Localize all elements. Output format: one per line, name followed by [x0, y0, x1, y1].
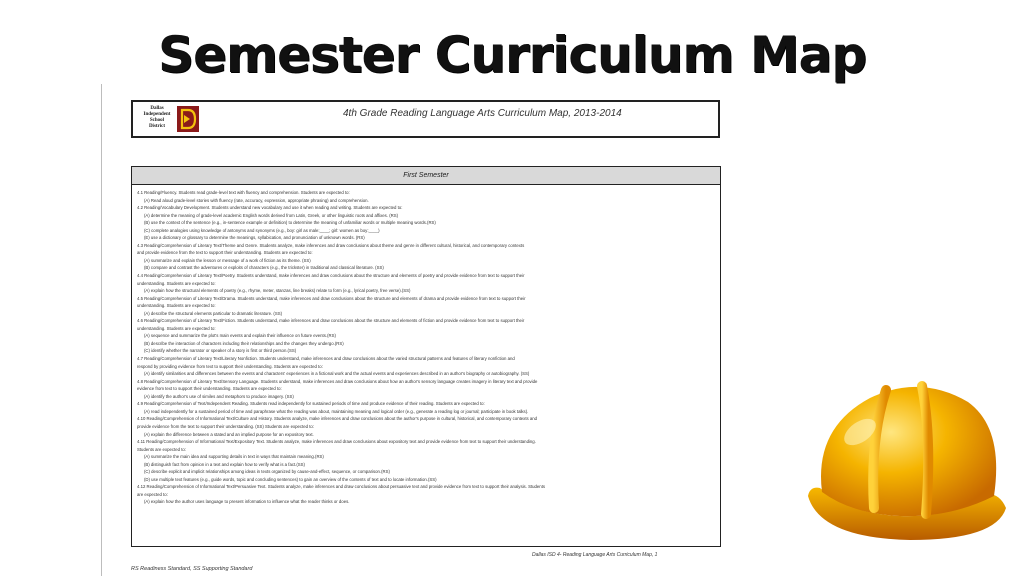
standard-heading: Students are expected to:: [137, 446, 186, 452]
standard-expectation: (A) identify the author's use of similes and metaphors to produce imagery. (SS): [144, 393, 294, 399]
standard-heading: 4.12 Reading/Comprehension of Informational Text/Persuasive Text. Students analyze, make inferences and draw conclusions about persuasive text and provide evidence from text to support their analysis. Students: [137, 484, 546, 490]
standard-heading: 4.4 Reading/Comprehension of Literary Text/Poetry. Students understand, make inferences and draw conclusions about the structure and elements of poetry and provide evidence from text to support their: [137, 273, 525, 279]
standard-expectation: (A) describe the structural elements particular to dramatic literature. (SS): [144, 310, 283, 316]
standard-heading: understanding. Students are expected to:: [137, 280, 216, 286]
standard-heading: 4.11 Reading/Comprehension of Informational Text/Expository Text. Students analyze, make inferences and draw conclusions about expository text and provide evidence from text to support their understanding.: [137, 439, 536, 445]
standard-expectation: (A) determine the meaning of grade-level academic English words derived from Latin, Greek, or other linguistic roots and affixes. (RS): [144, 212, 399, 218]
standard-expectation: (B) use the context of the sentence (e.g., in-sentence example or definition) to determine the meaning of unfamiliar words or multiple meaning words.(RS): [144, 220, 436, 226]
standards-legend: RS Readiness Standard, SS Supporting Standard: [131, 566, 253, 572]
divider: [101, 84, 102, 576]
semester-heading: First Semester: [132, 167, 720, 185]
standard-heading: understanding. Students are expected to:: [137, 325, 216, 331]
standard-expectation: (A) identify similarities and differences between the events and characters' experiences in a fictional work and the actual events and experiences described in an author's biography or autobiography. (SS): [144, 371, 530, 377]
standard-expectation: (B) describe the interaction of characters including their relationships and the changes they undergo.(RS): [144, 340, 344, 346]
standard-expectation: (A) explain how the structural elements of poetry (e.g., rhyme, meter, stanzas, line breaks) relate to form (e.g., lyrical poetry, free verse).(SS): [144, 288, 411, 294]
standard-heading: 4.9 Reading/Comprehension of Text/Independent Reading. Students read independently for sustained periods of time and produce evidence of their reading. Students are expected to:: [137, 401, 485, 407]
standard-expectation: (A) summarize the main idea and supporting details in text in ways that maintain meaning.(RS): [144, 454, 324, 460]
standard-heading: 4.6 Reading/Comprehension of Literary Text/Fiction. Students understand, make inferences and draw conclusions about the structure and elements of fiction and provide evidence from text to support their: [137, 318, 525, 324]
standard-expectation: (C) identify whether the narrator or speaker of a story is first or third person.(SS): [144, 348, 297, 354]
district-logo-icon: [177, 106, 199, 132]
standard-expectation: (A) summarize and explain the lesson or message of a work of fiction as its theme. (SS): [144, 257, 311, 263]
slide-title: Semester Curriculum Map: [157, 26, 867, 84]
document-header: [131, 100, 720, 138]
standard-expectation: (A) explain how the author uses language to present information to influence what the reader thinks or does.: [144, 499, 350, 505]
standard-expectation: (B) compare and contrast the adventures or exploits of characters (e.g., the trickster) in traditional and classical literature. (SS): [144, 265, 384, 271]
standard-expectation: (A) read independently for a sustained period of time and paraphrase what the reading was about, maintaining meaning and logical order (e.g., generate a reading log or journal; participate in book talks).: [144, 408, 529, 414]
district-name-line: School: [149, 118, 165, 123]
standard-expectation: (A) Read aloud grade-level stories with fluency (rate, accuracy, expression, appropriate phrasing) and comprehension.: [144, 197, 369, 203]
district-name-line: District: [148, 124, 166, 129]
standard-expectation: (A) sequence and summarize the plot's main events and explain their influence on future events.(RS): [144, 333, 336, 339]
standard-expectation: (B) distinguish fact from opinion in a text and explain how to verify what is a fact.(SS): [144, 461, 305, 467]
district-name-line: Dallas: [150, 106, 164, 111]
standard-heading: respond by providing evidence from text to support their understanding. Students are expected to:: [137, 363, 323, 369]
semester-table: [131, 166, 721, 547]
standard-heading: are expected to:: [137, 491, 168, 497]
standard-heading: 4.3 Reading/Comprehension of Literary Text/Theme and Genre. Students analyze, make inferences and draw conclusions about theme and genre in different cultural, historical, and contemporary contexts: [137, 242, 525, 248]
standard-heading: provide evidence from the text to support their understanding. (SS) Students are expected to:: [137, 423, 314, 429]
document-title: 4th Grade Reading Language Arts Curriculum Map, 2013-2014: [343, 108, 622, 119]
district-name-line: Independent: [143, 112, 171, 117]
standards-list: [132, 185, 720, 506]
standard-heading: 4.1 Reading/Fluency. Students read grade-level text with fluency and comprehension. Students are expected to:: [137, 190, 350, 195]
standard-heading: understanding. Students are expected to:: [137, 303, 216, 309]
standard-heading: 4.8 Reading/Comprehension of Literary Text/Sensory Language. Students understand, make inferences and draw conclusions about how an author's sensory language creates imagery in literary text and provide: [137, 378, 538, 384]
standard-heading: 4.2 Reading/Vocabulary Development. Students understand new vocabulary and use it when reading and writing. Students are expected to:: [137, 205, 403, 211]
standard-heading: 4.5 Reading/Comprehension of Literary Text/Drama. Students understand, make inferences and draw conclusions about the structure and elements of drama and provide evidence from text to support their: [137, 295, 526, 301]
standard-expectation: (C) complete analogies using knowledge of antonyms and synonyms (e.g., boy: girl as male:____; girl: women as boy:____): [144, 227, 380, 233]
standard-expectation: (A) explain the difference between a stated and an implied purpose for an expository text.: [144, 431, 314, 437]
standard-heading: 4.7 Reading/Comprehension of Literary Text/Literary Nonfiction. Students understand, make inferences and draw conclusions about the varied structural patterns and features of literary nonfiction and: [137, 356, 515, 362]
standard-expectation: (C) describe explicit and implicit relationships among ideas in texts organized by cause-and-effect, sequence, or comparison.(RS): [144, 469, 390, 475]
standard-expectation: (E) use a dictionary or glossary to determine the meanings, syllabication, and pronunciation of unknown words. (RS): [144, 235, 365, 241]
standard-heading: 4.10 Reading/Comprehension of Informational Text/Culture and History. Students analyze, make inferences and draw conclusions about the author's purpose in cultural, historical, and contemporary contexts and: [137, 416, 538, 422]
standard-heading: evidence from text to support their understanding. Students are expected to:: [137, 386, 282, 392]
standard-expectation: (D) use multiple text features (e.g., guide words, topic and concluding sentences) to gain an overview of the contents of text and to locate information.(SS): [144, 476, 437, 482]
standard-heading: and provide evidence from the text to support their understanding. Students are expected to:: [137, 250, 313, 256]
hard-hat-icon: [800, 368, 1012, 552]
district-name: [139, 106, 175, 130]
page-footer: Dallas ISD 4- Reading Language Arts Curriculum Map, 1: [532, 552, 658, 558]
